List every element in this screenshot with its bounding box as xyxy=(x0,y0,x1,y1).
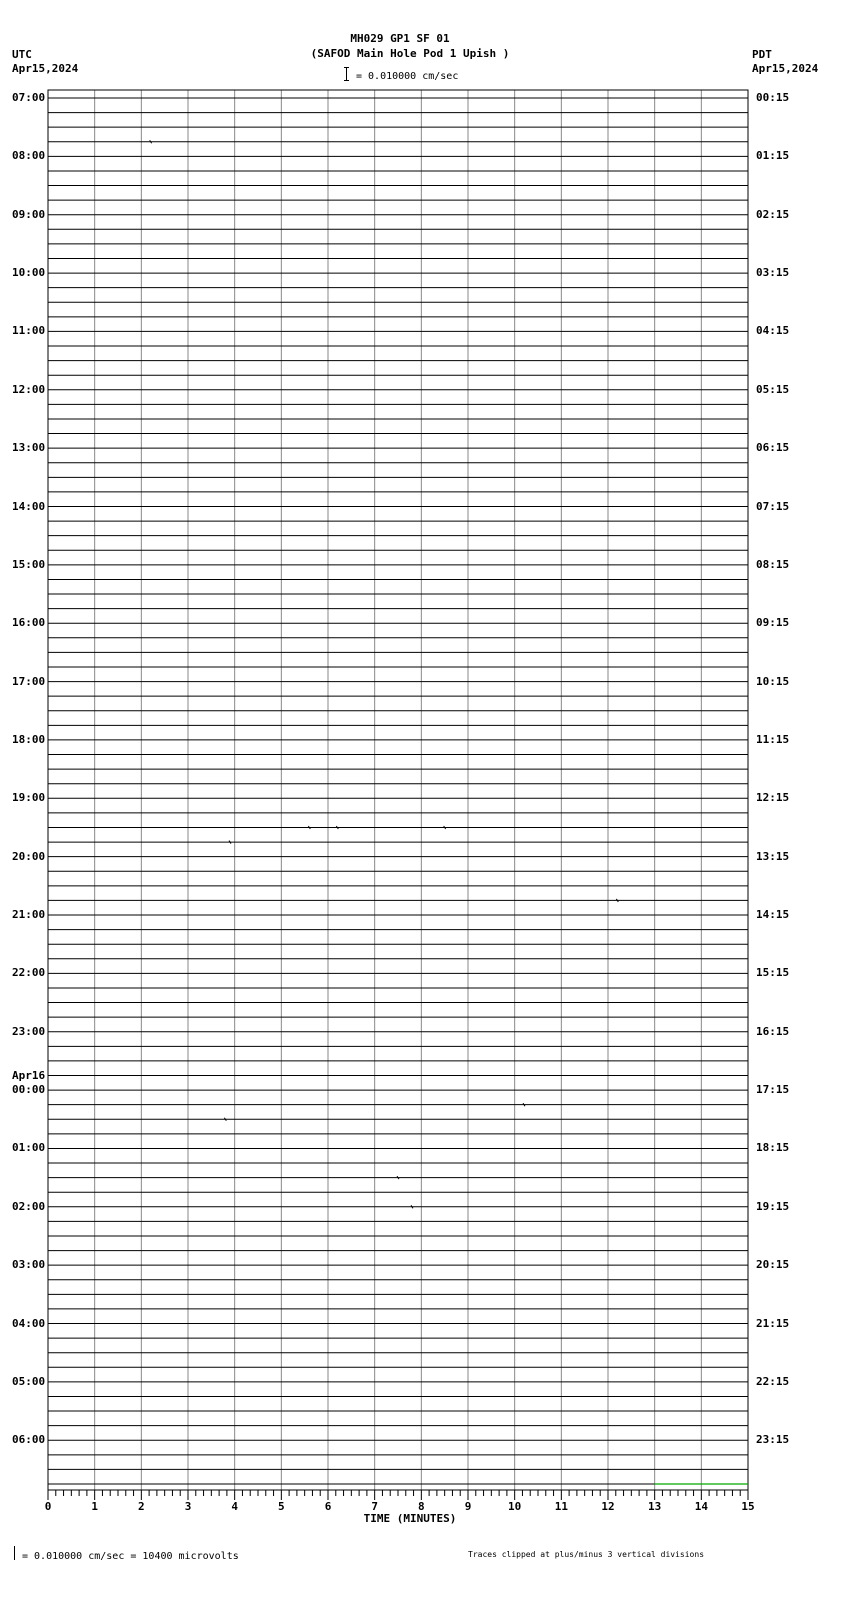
x-tick-label: 9 xyxy=(464,1500,472,1513)
left-date: Apr15,2024 xyxy=(12,62,79,75)
left-hour-label: 04:00 xyxy=(12,1316,46,1330)
left-hour-label: 02:00 xyxy=(12,1199,46,1213)
left-hour-label: 19:00 xyxy=(12,791,46,805)
left-hour-label: 09:00 xyxy=(12,207,46,221)
right-hour-label: 00:15 xyxy=(756,91,790,104)
right-hour-label: 03:15 xyxy=(756,266,790,280)
right-hour-label: 21:15 xyxy=(756,1316,790,1330)
left-hour-label: 03:00 xyxy=(12,1258,46,1272)
left-hour-label: 20:00 xyxy=(12,849,46,863)
scale-label: = 0.010000 cm/sec xyxy=(356,71,459,82)
left-hour-label: 15:00 xyxy=(12,557,46,571)
right-hour-label: 10:15 xyxy=(756,674,790,688)
right-hour-label: 06:15 xyxy=(756,441,790,455)
right-hour-label: 05:15 xyxy=(756,382,790,396)
left-hour-label: 21:00 xyxy=(12,908,46,921)
x-tick-label: 1 xyxy=(91,1500,98,1513)
left-hour-label: 06:00 xyxy=(12,1433,46,1447)
page-title-line2: (SAFOD Main Hole Pod 1 Upish ) xyxy=(310,47,510,60)
left-hour-label: 16:00 xyxy=(12,616,46,630)
left-hour-label: 14:00 xyxy=(12,499,46,513)
right-hour-label: 17:15 xyxy=(756,1083,790,1097)
left-hour-label: 12:00 xyxy=(12,382,46,396)
x-tick-label: 11 xyxy=(554,1500,568,1513)
x-tick-label: 13 xyxy=(648,1500,662,1513)
footer-clip-note: Traces clipped at plus/minus 3 vertical divisions xyxy=(468,1550,705,1559)
right-date: Apr15,2024 xyxy=(752,62,819,75)
left-hour-label: 11:00 xyxy=(12,324,46,338)
left-hour-label: 10:00 xyxy=(12,266,46,280)
footer-scale-icon xyxy=(14,1546,15,1560)
right-hour-label: 01:15 xyxy=(756,149,790,163)
x-tick-label: 2 xyxy=(138,1500,145,1513)
page-title-line1: MH029 GP1 SF 01 xyxy=(350,32,450,45)
left-hour-label: 07:00 xyxy=(12,91,46,104)
right-hour-label: 23:15 xyxy=(756,1433,790,1447)
left-hour-label: 08:00 xyxy=(12,149,46,163)
left-hour-label: 22:00 xyxy=(12,966,46,980)
x-tick-label: 0 xyxy=(44,1500,52,1513)
x-tick-label: 14 xyxy=(694,1500,708,1513)
right-hour-label: 16:15 xyxy=(756,1024,790,1038)
x-tick-label: 10 xyxy=(508,1500,522,1513)
left-hour-label: 00:00 xyxy=(12,1083,46,1097)
right-hour-label: 04:15 xyxy=(756,324,790,338)
right-timezone: PDT xyxy=(752,48,772,61)
left-hour-label: 01:00 xyxy=(12,1141,46,1155)
right-hour-label: 15:15 xyxy=(756,966,790,980)
right-hour-label: 02:15 xyxy=(756,207,790,221)
x-tick-label: 6 xyxy=(324,1500,332,1513)
right-hour-label: 13:15 xyxy=(756,849,790,863)
x-tick-label: 5 xyxy=(278,1500,285,1513)
left-hour-label: 18:00 xyxy=(12,732,46,746)
right-hour-label: 20:15 xyxy=(756,1258,790,1272)
x-tick-label: 7 xyxy=(371,1500,378,1513)
x-tick-label: 15 xyxy=(741,1500,755,1513)
right-hour-label: 11:15 xyxy=(756,732,790,746)
right-hour-label: 12:15 xyxy=(756,791,790,805)
x-tick-label: 3 xyxy=(184,1500,192,1513)
right-hour-label: 08:15 xyxy=(756,557,790,571)
right-hour-label: 14:15 xyxy=(756,908,790,921)
x-axis-label: TIME (MINUTES) xyxy=(363,1512,457,1525)
footer-scale-note: = 0.010000 cm/sec = 10400 microvolts xyxy=(22,1551,239,1562)
right-hour-label: 09:15 xyxy=(756,616,790,630)
x-tick-label: 4 xyxy=(231,1500,238,1513)
x-tick-label: 12 xyxy=(601,1500,615,1513)
date-change-label: Apr16 xyxy=(12,1069,46,1083)
x-tick-label: 8 xyxy=(418,1500,425,1513)
left-hour-label: 13:00 xyxy=(12,441,46,455)
right-hour-label: 19:15 xyxy=(756,1199,790,1213)
left-hour-label: 05:00 xyxy=(12,1374,46,1388)
right-hour-label: 22:15 xyxy=(756,1374,790,1388)
right-hour-label: 18:15 xyxy=(756,1141,790,1155)
right-hour-label: 07:15 xyxy=(756,499,790,513)
left-hour-label: 23:00 xyxy=(12,1024,46,1038)
left-timezone: UTC xyxy=(12,48,32,61)
left-hour-label: 17:00 xyxy=(12,674,46,688)
